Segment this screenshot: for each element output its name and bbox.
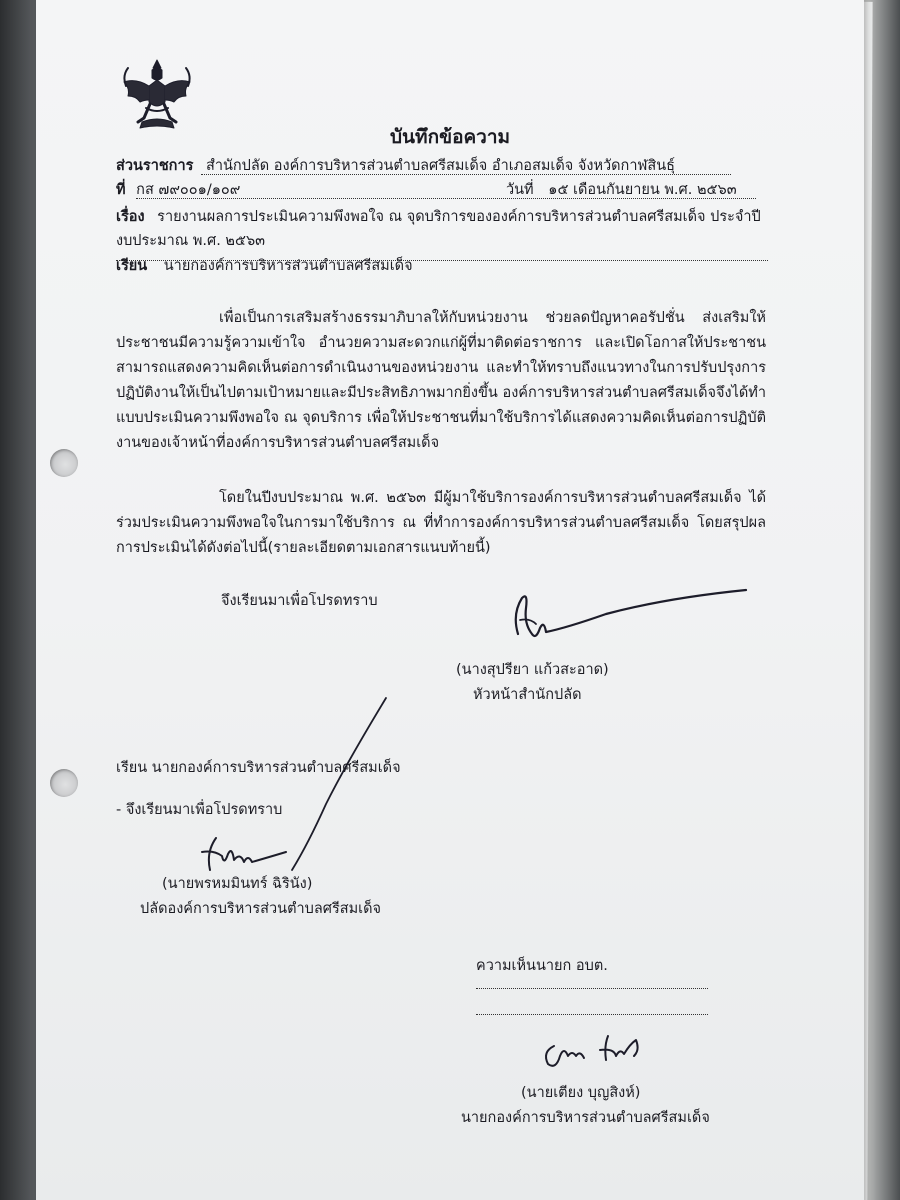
department-label: ส่วนราชการ	[116, 158, 194, 174]
signature-3	[536, 1026, 666, 1076]
ref-value: กส ๗๙๐๐๑/๑๐๙	[136, 182, 241, 198]
to-label: เรียน	[116, 258, 148, 274]
mayor-name: (นายเตียง บุญสิงห์)	[521, 1085, 641, 1101]
subject-line-1	[116, 205, 761, 228]
opinion-line-2	[476, 1014, 708, 1015]
endorsement-to-line: เรียน นายกองค์การบริหารส่วนตำบลศรีสมเด็จ	[116, 760, 401, 776]
to-line	[116, 254, 413, 277]
signature-1	[506, 584, 766, 654]
subject-text-2: งบประมาณ พ.ศ. ๒๕๖๓	[116, 233, 266, 249]
mayor-position: นายกองค์การบริหารส่วนตำบลศรีสมเด็จ	[461, 1110, 710, 1126]
to-value: นายกองค์การบริหารส่วนตำบลศรีสมเด็จ	[163, 258, 413, 274]
closing-text: จึงเรียนมาเพื่อโปรดทราบ	[221, 593, 378, 609]
ref-underline	[136, 198, 756, 199]
body-paragraph-2: โดยในปีงบประมาณ พ.ศ. ๒๕๖๓ มีผู้มาใช้บริการองค์การบริหารส่วนตำบลศรีสมเด็จ ได้ร่วมประเมินความพึงพอใจในการมาใช้บริการ ณ ที่ทำการองค์การบริหารส่วนตำบลศรีสมเด็จ โดยสรุปผลการประเมินได้ดังต่อไปนี้(รายละเอียดตามเอกสารแนบท้ายนี้)	[116, 490, 766, 556]
department-underline	[201, 174, 731, 175]
signer-1-name: (นางสุปรียา แก้วสะอาด)	[456, 662, 609, 678]
date-label: วันที่	[506, 182, 534, 198]
punch-hole-bottom	[50, 769, 78, 797]
signer-1-position: หัวหน้าสำนักปลัด	[473, 687, 582, 703]
endorsement-note: - จึงเรียนมาเพื่อโปรดทราบ	[116, 802, 283, 818]
opinion-line-1	[476, 988, 708, 989]
department-value: สำนักปลัด องค์การบริหารส่วนตำบลศรีสมเด็จ อำเภอสมเด็จ จังหวัดกาฬสินธุ์	[206, 158, 676, 174]
ref-label: ที่	[116, 182, 126, 198]
header-divider	[116, 260, 768, 261]
punch-hole-top	[50, 449, 78, 477]
body-paragraph-1: เพื่อเป็นการเสริมสร้างธรรมาภิบาลให้กับหน่วยงาน ช่วยลดปัญหาคอรัปชั่น ส่งเสริมให้ประชาชนมีความรู้ความเข้าใจ อำนวยความสะดวกแก่ผู้ที่มาติดต่อราชการ และเปิดโอกาสให้ประชาชนสามารถแสดงความคิดเห็นต่อการดำเนินงานของหน่วยงาน และทำให้ทราบถึงแนวทางในการปรับปรุงการปฏิบัติงานให้เป็นไปตามเป้าหมายและมีประสิทธิภาพมากยิ่งขึ้น องค์การบริหารส่วนตำบลศรีสมเด็จจึงได้ทำแบบประเมินความพึงพอใจ ณ จุดบริการ เพื่อให้ประชาชนที่มาใช้บริการได้แสดงความคิดเห็นต่อการปฏิบัติงานของเจ้าหน้าที่องค์การบริหารส่วนตำบลศรีสมเด็จ	[116, 310, 766, 451]
garuda-emblem-icon	[116, 56, 198, 134]
signer-2-position: ปลัดองค์การบริหารส่วนตำบลศรีสมเด็จ	[140, 901, 382, 917]
mayor-opinion-label: ความเห็นนายก อบต.	[476, 958, 608, 974]
date-value: ๑๕ เดือนกันยายน พ.ศ. ๒๕๖๓	[548, 182, 737, 198]
signer-2-name: (นายพรหมมินทร์ ฉิรินัง)	[162, 876, 313, 892]
subject-text-1: รายงานผลการประเมินความพึงพอใจ ณ จุดบริการขององค์การบริหารส่วนตำบลศรีสมเด็จ ประจำปี	[157, 209, 761, 225]
subject-label: เรื่อง	[116, 209, 145, 225]
signature-2	[196, 832, 306, 877]
memo-title: บันทึกข้อความ	[390, 126, 511, 148]
memo-page	[36, 0, 864, 1200]
